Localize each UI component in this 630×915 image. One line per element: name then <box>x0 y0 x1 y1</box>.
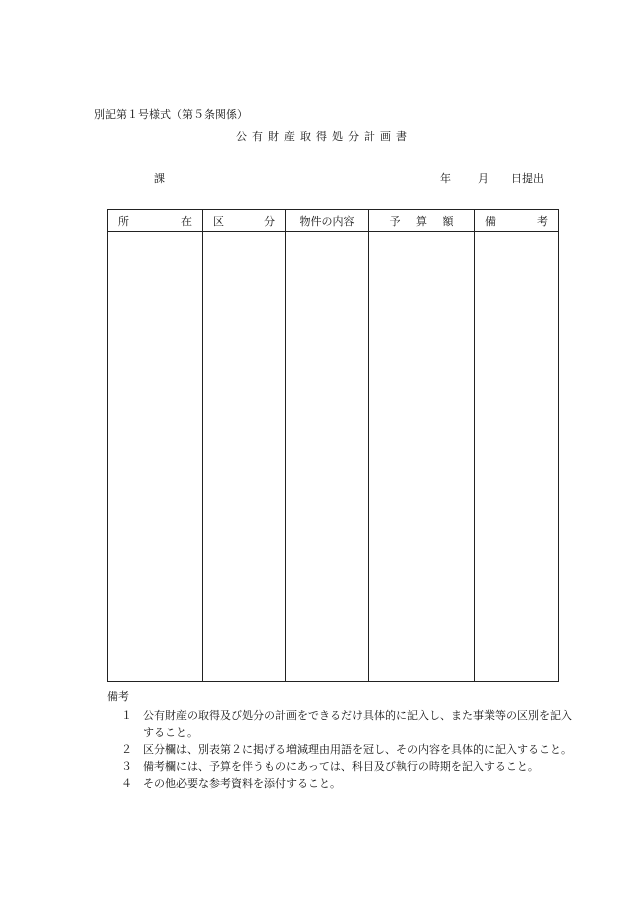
note-number: ２ <box>121 743 132 756</box>
date-year-label: 年 <box>440 172 451 185</box>
cell-location[interactable] <box>108 232 203 682</box>
note-item <box>107 741 577 758</box>
plan-table <box>107 209 559 682</box>
note-text: 備考欄には、予算を伴うものにあっては、科目及び執行の時期を記入すること。 <box>143 760 539 773</box>
note-number: ３ <box>121 760 132 773</box>
notes-heading: 備考 <box>107 690 129 703</box>
note-item <box>107 707 577 741</box>
header-category-left: 区 <box>213 214 224 228</box>
header-location <box>108 210 203 232</box>
cell-property-details[interactable] <box>286 232 369 682</box>
header-remarks-left: 備 <box>485 214 496 228</box>
header-location-right: 在 <box>181 214 192 228</box>
note-item <box>107 758 577 775</box>
header-category-right: 分 <box>264 214 275 228</box>
cell-remarks[interactable] <box>475 232 559 682</box>
header-property-details <box>286 210 369 232</box>
note-number: １ <box>121 709 132 722</box>
form-number: 別記第１号様式（第５条関係） <box>94 108 248 121</box>
header-remarks <box>475 210 559 232</box>
table-header-row <box>108 210 559 232</box>
notes-section <box>107 688 577 792</box>
note-text: 区分欄は、別表第２に掲げる増減理由用語を冠し、その内容を具体的に記入すること。 <box>143 743 572 756</box>
note-text: その他必要な参考資料を添付すること。 <box>143 777 341 790</box>
header-remarks-right: 考 <box>537 214 548 228</box>
department-label: 課 <box>154 172 165 185</box>
note-text: 公有財産の取得及び処分の計画をできるだけ具体的に記入し、また事業等の区別を記入すること。 <box>143 709 572 739</box>
cell-budget[interactable] <box>369 232 475 682</box>
header-property-details-label: 物件の内容 <box>299 214 355 228</box>
date-month-label: 月 <box>478 172 489 185</box>
header-location-left: 所 <box>118 214 129 228</box>
note-item <box>107 775 577 792</box>
cell-category[interactable] <box>203 232 286 682</box>
header-category <box>203 210 286 232</box>
header-budget <box>369 210 475 232</box>
document-title: 公有財産取得処分計画書 <box>236 130 412 143</box>
header-budget-label: 予 算 額 <box>389 214 460 228</box>
date-day-label: 日提出 <box>511 172 544 185</box>
note-number: ４ <box>121 777 132 790</box>
table-body-row <box>108 232 559 682</box>
